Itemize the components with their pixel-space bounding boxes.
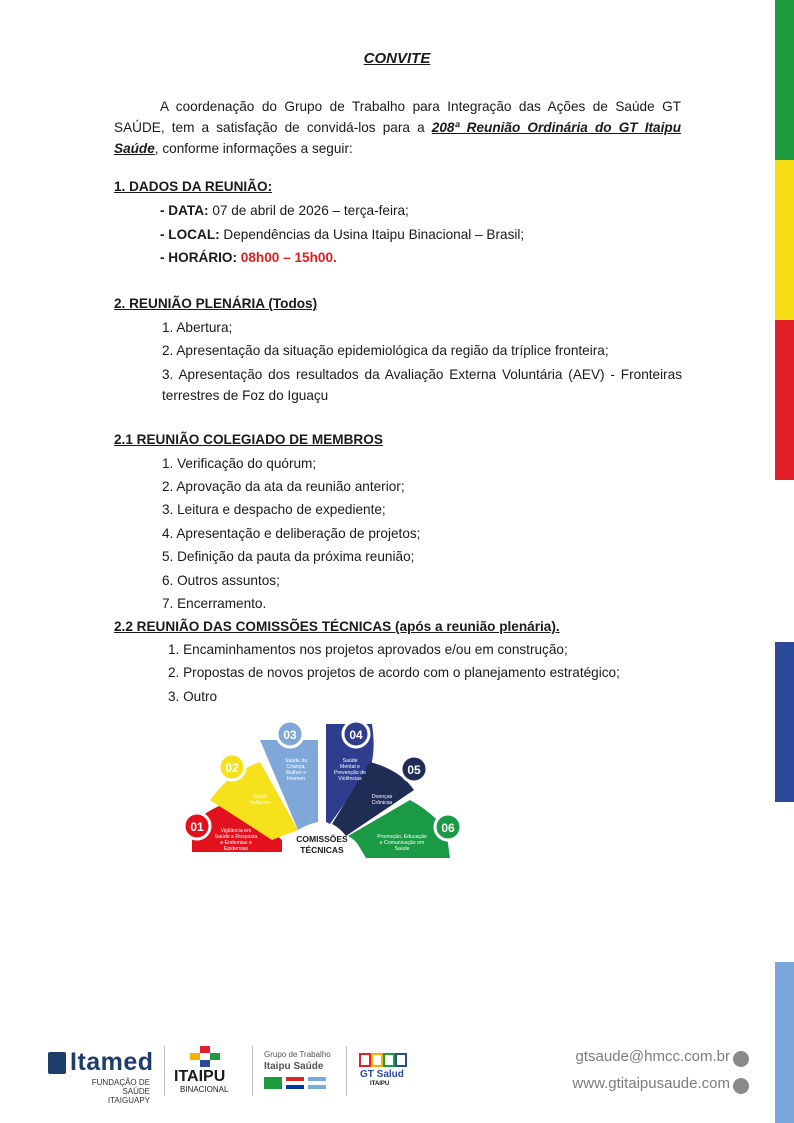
itamed-sub-line1: FUNDAÇÃO DE xyxy=(91,1078,150,1087)
diagram-center-line2: TÉCNICAS xyxy=(300,845,344,855)
badge-05-num: 05 xyxy=(407,763,421,777)
side-bar-lightblue xyxy=(775,962,794,1123)
gt-salud-mark-icon xyxy=(358,1052,408,1068)
seg03-line1: Saúde da xyxy=(284,758,308,764)
gt-line2: Itaipu Saúde xyxy=(264,1061,324,1072)
itamed-sub-line2: SAÚDE ITAIGUAPY xyxy=(107,1087,150,1105)
badge-05 xyxy=(401,756,427,782)
web-icon xyxy=(733,1078,749,1094)
flag-paraguay-icon xyxy=(286,1077,304,1089)
side-bar-green xyxy=(775,0,794,160)
gt-salud-logo xyxy=(356,1052,412,1092)
seg04-line1: Saúde xyxy=(342,758,358,764)
date-row xyxy=(160,203,409,218)
itaipu-sub: BINACIONAL xyxy=(180,1085,229,1094)
gt-salud-sub: ITAIPU xyxy=(370,1081,390,1087)
commissions-diagram xyxy=(170,712,480,870)
section22-heading: 2.2 REUNIÃO DAS COMISSÕES TÉCNICAS (após a reunião plenária). xyxy=(114,619,560,634)
seg02-line1: Saúde xyxy=(252,794,268,800)
seg04-line3: Prevenção de xyxy=(333,770,367,776)
date-value: 07 de abril de 2026 – terça-feira; xyxy=(208,203,409,218)
footer-divider xyxy=(252,1046,253,1096)
footer-website[interactable]: www.gtitaipusaude.com xyxy=(572,1075,730,1092)
itamed-name: Itamed xyxy=(70,1048,154,1076)
seg05-line1: Doenças xyxy=(371,794,393,800)
local-value: Dependências da Usina Itaipu Binacional – Brasil; xyxy=(219,227,525,242)
list-item: 1. Encaminhamentos nos projetos aprovados e/ou em construção; xyxy=(168,642,568,657)
footer-divider xyxy=(164,1046,165,1096)
intro-text-after: , conforme informações a seguir: xyxy=(154,141,353,156)
badge-06-num: 06 xyxy=(441,821,455,835)
email-icon xyxy=(733,1051,749,1067)
footer-divider xyxy=(346,1046,347,1096)
list-item: 2. Aprovação da ata da reunião anterior; xyxy=(162,479,405,494)
local-label: - LOCAL: xyxy=(160,227,220,242)
itaipu-name: ITAIPU xyxy=(174,1068,226,1085)
list-item: 3. Leitura e despacho de expediente; xyxy=(162,502,386,517)
seg06-line3: Saúde xyxy=(394,846,410,852)
badge-02 xyxy=(219,754,245,780)
footer-email[interactable]: gtsaude@hmcc.com.br xyxy=(575,1048,730,1065)
flag-argentina-icon xyxy=(308,1077,326,1089)
date-label: - DATA: xyxy=(160,203,209,218)
badge-03 xyxy=(277,721,303,747)
list-item: 3. Apresentação dos resultados da Avaliação Externa Voluntária (AEV) - Fronteiras terrestres de Foz do Iguaçu xyxy=(162,367,682,403)
list-item: 2. Apresentação da situação epidemiológica da região da tríplice fronteira; xyxy=(162,343,609,358)
list-item: 3. Outro xyxy=(168,689,218,704)
side-bar-yellow xyxy=(775,160,794,320)
time-value: 08h00 – 15h00. xyxy=(237,250,337,265)
itaipu-logo xyxy=(174,1046,240,1098)
meeting-name: 208ª Reunião Ordinária do GT Itaipu Saúde xyxy=(114,120,681,156)
seg01-line4: Epidemias xyxy=(223,846,249,852)
intro-text-before: A coordenação do Grupo de Trabalho para Integração das Ações de Saúde GT SAÚDE, tem a satisfação de convidá-los para a xyxy=(114,99,681,135)
itaipu-mark-icon xyxy=(186,1046,226,1068)
badge-01 xyxy=(184,813,210,839)
list-item: 1. Abertura; xyxy=(162,320,233,335)
seg06-line2: e Comunicação em xyxy=(379,840,425,846)
badge-02-num: 02 xyxy=(225,761,239,775)
gt-logo xyxy=(262,1050,338,1094)
section2-heading: 2. REUNIÃO PLENÁRIA (Todos) xyxy=(114,296,318,311)
itamed-logo xyxy=(48,1048,158,1105)
list-item: 5. Definição da pauta da próxima reunião; xyxy=(162,549,415,564)
gt-salud-name: GT Salud xyxy=(360,1069,404,1080)
seg03-line3: Mulher e xyxy=(285,770,307,776)
badge-01-num: 01 xyxy=(190,820,204,834)
seg04-line2: Mental e xyxy=(340,764,360,770)
flag-brazil-icon xyxy=(264,1077,282,1089)
list-item: 1. Verificação do quórum; xyxy=(162,456,317,471)
seg05-line2: Crônicas xyxy=(371,800,393,806)
itamed-sub xyxy=(86,1078,150,1105)
seg01-line1: Vigilância em xyxy=(220,828,252,834)
side-bar-red xyxy=(775,320,794,480)
seg01-line2: Saúde e Resposta xyxy=(214,834,258,840)
section21-heading: 2.1 REUNIÃO COLEGIADO DE MEMBROS xyxy=(114,432,383,447)
list-item: 4. Apresentação e deliberação de projetos; xyxy=(162,526,421,541)
seg04-line4: Violências xyxy=(338,776,362,782)
seg06-line1: Promoção, Educação xyxy=(377,834,427,840)
local-row xyxy=(160,227,524,242)
badge-06 xyxy=(435,814,461,840)
badge-03-num: 03 xyxy=(283,728,297,742)
badge-04-num: 04 xyxy=(349,728,363,742)
gt-line1: Grupo de Trabalho xyxy=(264,1050,331,1059)
list-item: 2. Propostas de novos projetos de acordo com o planejamento estratégico; xyxy=(168,665,620,680)
seg01-line3: a Endemias e xyxy=(220,840,252,846)
list-item: 6. Outros assuntos; xyxy=(162,573,280,588)
seg03-line2: Criança, xyxy=(286,764,306,770)
itamed-mark-icon xyxy=(48,1052,66,1074)
intro-paragraph xyxy=(114,96,681,159)
section1-heading: 1. DADOS DA REUNIÃO: xyxy=(114,179,273,194)
badge-04 xyxy=(343,721,369,747)
diagram-center-line1: COMISSÕES xyxy=(296,834,348,844)
time-row xyxy=(160,250,337,265)
page-title: CONVITE xyxy=(363,50,431,67)
side-bar-navy xyxy=(775,642,794,802)
list-item: 7. Encerramento. xyxy=(162,596,267,611)
time-label: - HORÁRIO: xyxy=(160,250,238,265)
seg02-line2: Indígena xyxy=(249,800,271,806)
seg03-line4: Homem xyxy=(286,776,306,782)
